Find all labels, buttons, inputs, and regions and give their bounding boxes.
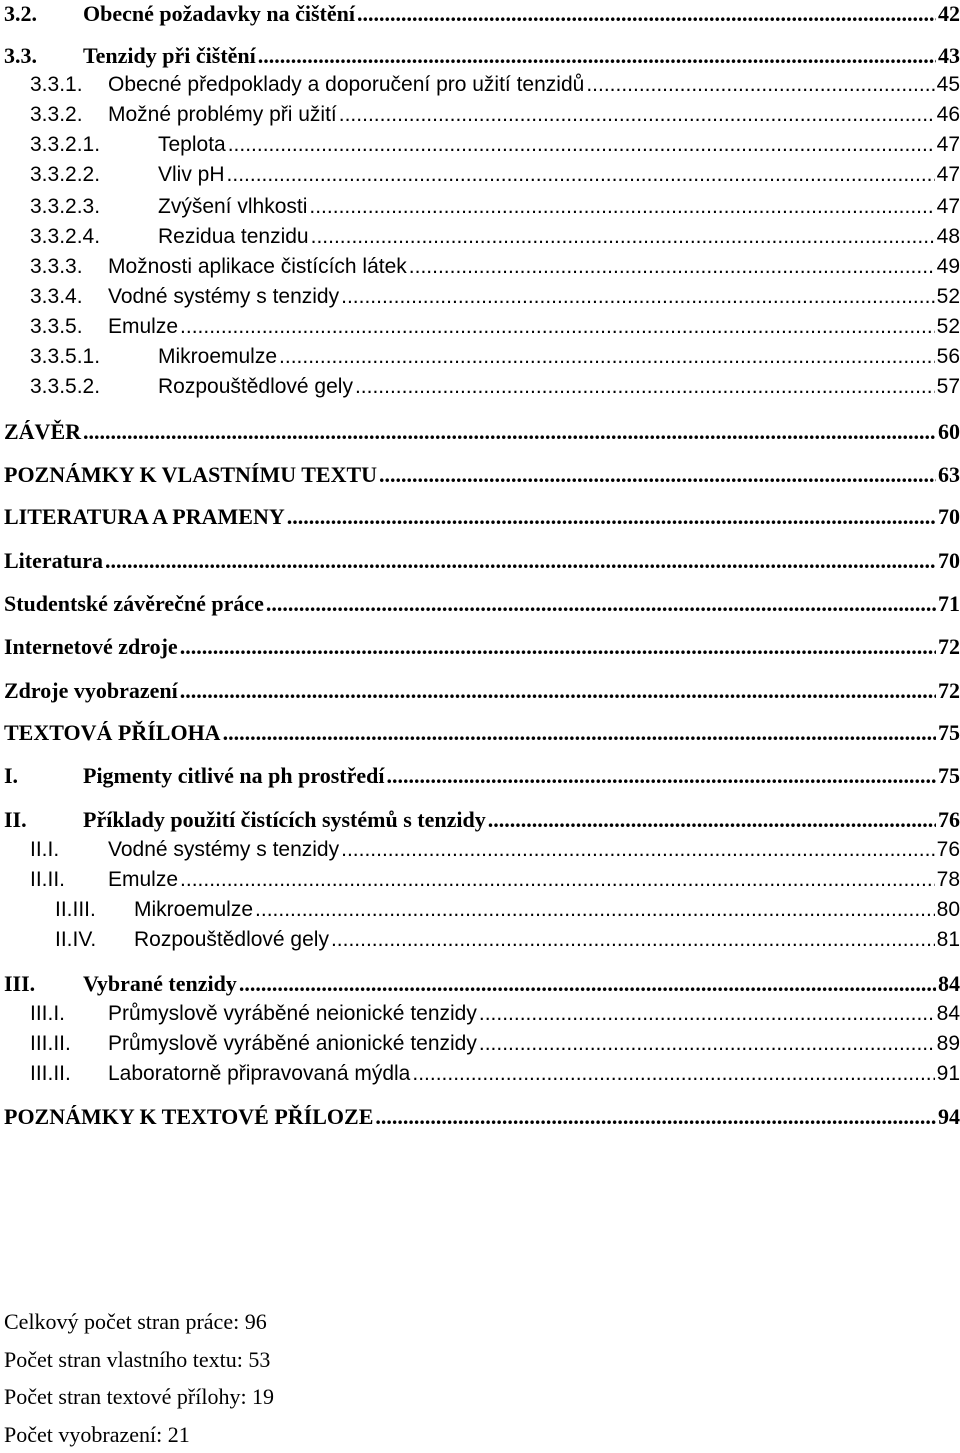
toc-entry-number: III.I. [30, 1000, 108, 1028]
toc-entry-title: Vodné systémy s tenzidy [108, 283, 339, 311]
toc-dot-leader [309, 193, 934, 221]
toc-dot-leader [379, 461, 936, 489]
toc-entry-page: 76 [938, 806, 960, 834]
toc-entry[interactable] [4, 0, 960, 28]
toc-entry-title: Emulze [108, 313, 178, 341]
toc-entry[interactable] [4, 503, 960, 531]
toc-entry[interactable] [30, 1030, 960, 1058]
toc-entry-number: III.II. [30, 1030, 108, 1058]
toc-entry[interactable] [4, 633, 960, 661]
toc-entry-page: 75 [938, 719, 960, 747]
toc-entry-page: 84 [937, 1000, 960, 1028]
toc-entry-number: 3.3.4. [30, 283, 108, 311]
toc-entry-title: Teplota [158, 131, 226, 159]
toc-entry-title: Možné problémy při užití [108, 101, 337, 129]
toc-entry-page: 56 [937, 343, 960, 371]
toc-entry-number: II.IV. [55, 926, 134, 954]
toc-dot-leader [279, 343, 935, 371]
toc-entry[interactable] [30, 343, 960, 371]
toc-entry[interactable] [4, 970, 960, 998]
toc-dot-leader [479, 1000, 935, 1028]
toc-entry-page: 72 [938, 633, 960, 661]
toc-entry[interactable] [4, 418, 960, 446]
toc-entry-page: 43 [938, 42, 960, 70]
toc-entry-title: Internetové zdroje [4, 633, 178, 661]
toc-entry-title: Mikroemulze [158, 343, 277, 371]
toc-entry[interactable] [4, 1103, 960, 1131]
toc-entry-title: Emulze [108, 866, 178, 894]
stat-appendix-pages: Počet stran textové přílohy: 19 [4, 1378, 604, 1416]
toc-dot-leader [311, 223, 935, 251]
toc-entry-number: III.II. [30, 1060, 108, 1088]
toc-entry-page: 45 [937, 71, 960, 99]
toc-entry[interactable] [30, 131, 960, 159]
document-statistics [4, 1303, 604, 1453]
toc-dot-leader [375, 1103, 936, 1131]
toc-entry-page: 80 [937, 896, 960, 924]
toc-entry[interactable] [4, 677, 960, 705]
toc-entry-number: 3.3.2. [30, 101, 108, 129]
stat-text-pages: Počet stran vlastního textu: 53 [4, 1341, 604, 1379]
toc-entry[interactable] [30, 1060, 960, 1088]
toc-entry-title: Laboratorně připravovaná mýdla [108, 1060, 410, 1088]
toc-entry[interactable] [30, 253, 960, 281]
toc-dot-leader [180, 313, 935, 341]
toc-entry-number: II.III. [55, 896, 134, 924]
toc-entry-title: Pigmenty citlivé na ph prostředí [83, 762, 384, 790]
toc-entry-title: Příklady použití čistících systémů s tenzidy [83, 806, 486, 834]
toc-entry-page: 76 [937, 836, 960, 864]
toc-entry-title: Průmyslově vyráběné anionické tenzidy [108, 1030, 477, 1058]
toc-entry[interactable] [4, 547, 960, 575]
toc-entry-title: ZÁVĚR [4, 418, 81, 446]
toc-entry-number: 3.3.2.4. [30, 223, 158, 251]
toc-dot-leader [409, 253, 935, 281]
toc-dot-leader [228, 131, 935, 159]
toc-entry-number: 3.3.3. [30, 253, 108, 281]
toc-dot-leader [355, 373, 935, 401]
toc-entry[interactable] [30, 101, 960, 129]
toc-dot-leader [341, 836, 935, 864]
toc-entry-page: 91 [937, 1060, 960, 1088]
toc-entry-page: 63 [938, 461, 960, 489]
toc-dot-leader [258, 42, 936, 70]
toc-entry-page: 75 [938, 762, 960, 790]
toc-entry[interactable] [30, 283, 960, 311]
toc-entry[interactable] [30, 836, 960, 864]
toc-entry[interactable] [30, 1000, 960, 1028]
toc-entry-title: Mikroemulze [134, 896, 253, 924]
toc-entry-number: 3.3.1. [30, 71, 108, 99]
toc-dot-leader [339, 101, 935, 129]
toc-entry-title: TEXTOVÁ PŘÍLOHA [4, 719, 221, 747]
toc-dot-leader [331, 926, 935, 954]
toc-entry-page: 81 [937, 926, 960, 954]
toc-entry-number: III. [4, 970, 83, 998]
toc-entry-title: Obecné požadavky na čištění [83, 0, 355, 28]
toc-entry-number: 3.2. [4, 0, 83, 28]
toc-dot-leader [357, 0, 936, 28]
toc-entry[interactable] [30, 313, 960, 341]
stat-illustrations: Počet vyobrazení: 21 [4, 1416, 604, 1453]
toc-entry-page: 94 [938, 1103, 960, 1131]
toc-entry-title: Tenzidy při čištění [83, 42, 256, 70]
toc-entry-title: Možnosti aplikace čistících látek [108, 253, 407, 281]
toc-dot-leader [223, 719, 936, 747]
toc-dot-leader [105, 547, 936, 575]
toc-entry-number: 3.3.5. [30, 313, 108, 341]
toc-dot-leader [239, 970, 936, 998]
toc-entry[interactable] [55, 926, 960, 954]
toc-entry-title: Vliv pH [158, 161, 225, 189]
toc-entry-page: 48 [937, 223, 960, 251]
toc-entry-number: 3.3.5.2. [30, 373, 158, 401]
toc-entry-number: 3.3.2.3. [30, 193, 158, 221]
toc-dot-leader [180, 866, 935, 894]
toc-dot-leader [386, 762, 936, 790]
toc-entry-number: II.II. [30, 866, 108, 894]
toc-entry[interactable] [4, 461, 960, 489]
toc-entry-title: LITERATURA A PRAMENY [4, 503, 285, 531]
toc-entry-title: Studentské závěrečné práce [4, 590, 264, 618]
toc-entry-number: 3.3.2.1. [30, 131, 158, 159]
toc-entry-page: 42 [938, 0, 960, 28]
toc-entry-page: 47 [937, 161, 960, 189]
toc-entry-title: POZNÁMKY K TEXTOVÉ PŘÍLOZE [4, 1103, 373, 1131]
toc-entry[interactable] [4, 719, 960, 747]
toc-dot-leader [83, 418, 936, 446]
toc-entry-page: 52 [937, 283, 960, 311]
toc-entry-page: 84 [938, 970, 960, 998]
toc-entry-page: 70 [938, 503, 960, 531]
toc-entry-number: II.I. [30, 836, 108, 864]
toc-dot-leader [227, 161, 935, 189]
toc-entry-page: 52 [937, 313, 960, 341]
toc-entry[interactable] [4, 590, 960, 618]
toc-entry-number: 3.3. [4, 42, 83, 70]
toc-entry-page: 78 [937, 866, 960, 894]
toc-entry[interactable] [30, 161, 960, 189]
toc-entry-title: Průmyslově vyráběné neionické tenzidy [108, 1000, 477, 1028]
toc-entry-title: Rozpouštědlové gely [134, 926, 329, 954]
toc-entry-page: 89 [937, 1030, 960, 1058]
toc-entry-page: 57 [937, 373, 960, 401]
toc-dot-leader [287, 503, 936, 531]
toc-dot-leader [479, 1030, 935, 1058]
toc-entry-page: 72 [938, 677, 960, 705]
toc-entry-page: 70 [938, 547, 960, 575]
toc-entry-title: Rozpouštědlové gely [158, 373, 353, 401]
toc-entry-page: 60 [938, 418, 960, 446]
stat-total-pages: Celkový počet stran práce: 96 [4, 1303, 604, 1341]
toc-entry[interactable] [30, 193, 960, 221]
toc-entry-title: POZNÁMKY K VLASTNÍMU TEXTU [4, 461, 377, 489]
toc-entry[interactable] [55, 896, 960, 924]
toc-entry-page: 46 [937, 101, 960, 129]
toc-entry[interactable] [4, 762, 960, 790]
toc-entry-page: 49 [937, 253, 960, 281]
toc-dot-leader [180, 633, 936, 661]
toc-dot-leader [412, 1060, 934, 1088]
toc-dot-leader [488, 806, 936, 834]
toc-dot-leader [255, 896, 935, 924]
toc-entry[interactable] [4, 806, 960, 834]
toc-dot-leader [180, 677, 936, 705]
toc-entry-number: 3.3.5.1. [30, 343, 158, 371]
toc-entry-title: Rezidua tenzidu [158, 223, 309, 251]
toc-entry-number: II. [4, 806, 83, 834]
toc-dot-leader [586, 71, 934, 99]
toc-entry-number: I. [4, 762, 83, 790]
toc-entry-title: Zvýšení vlhkosti [158, 193, 307, 221]
toc-entry-page: 47 [937, 193, 960, 221]
toc-entry-title: Literatura [4, 547, 103, 575]
toc-entry[interactable] [30, 373, 960, 401]
toc-dot-leader [341, 283, 935, 311]
toc-entry[interactable] [30, 71, 960, 99]
toc-entry-number: 3.3.2.2. [30, 161, 158, 189]
toc-entry-title: Vodné systémy s tenzidy [108, 836, 339, 864]
toc-dot-leader [266, 590, 936, 618]
toc-entry[interactable] [30, 223, 960, 251]
toc-entry[interactable] [30, 866, 960, 894]
toc-entry-page: 71 [938, 590, 960, 618]
toc-entry-title: Vybrané tenzidy [83, 970, 237, 998]
toc-entry-title: Obecné předpoklady a doporučení pro užití tenzidů [108, 71, 584, 99]
toc-entry[interactable] [4, 42, 960, 70]
toc-entry-title: Zdroje vyobrazení [4, 677, 178, 705]
toc-entry-page: 47 [937, 131, 960, 159]
